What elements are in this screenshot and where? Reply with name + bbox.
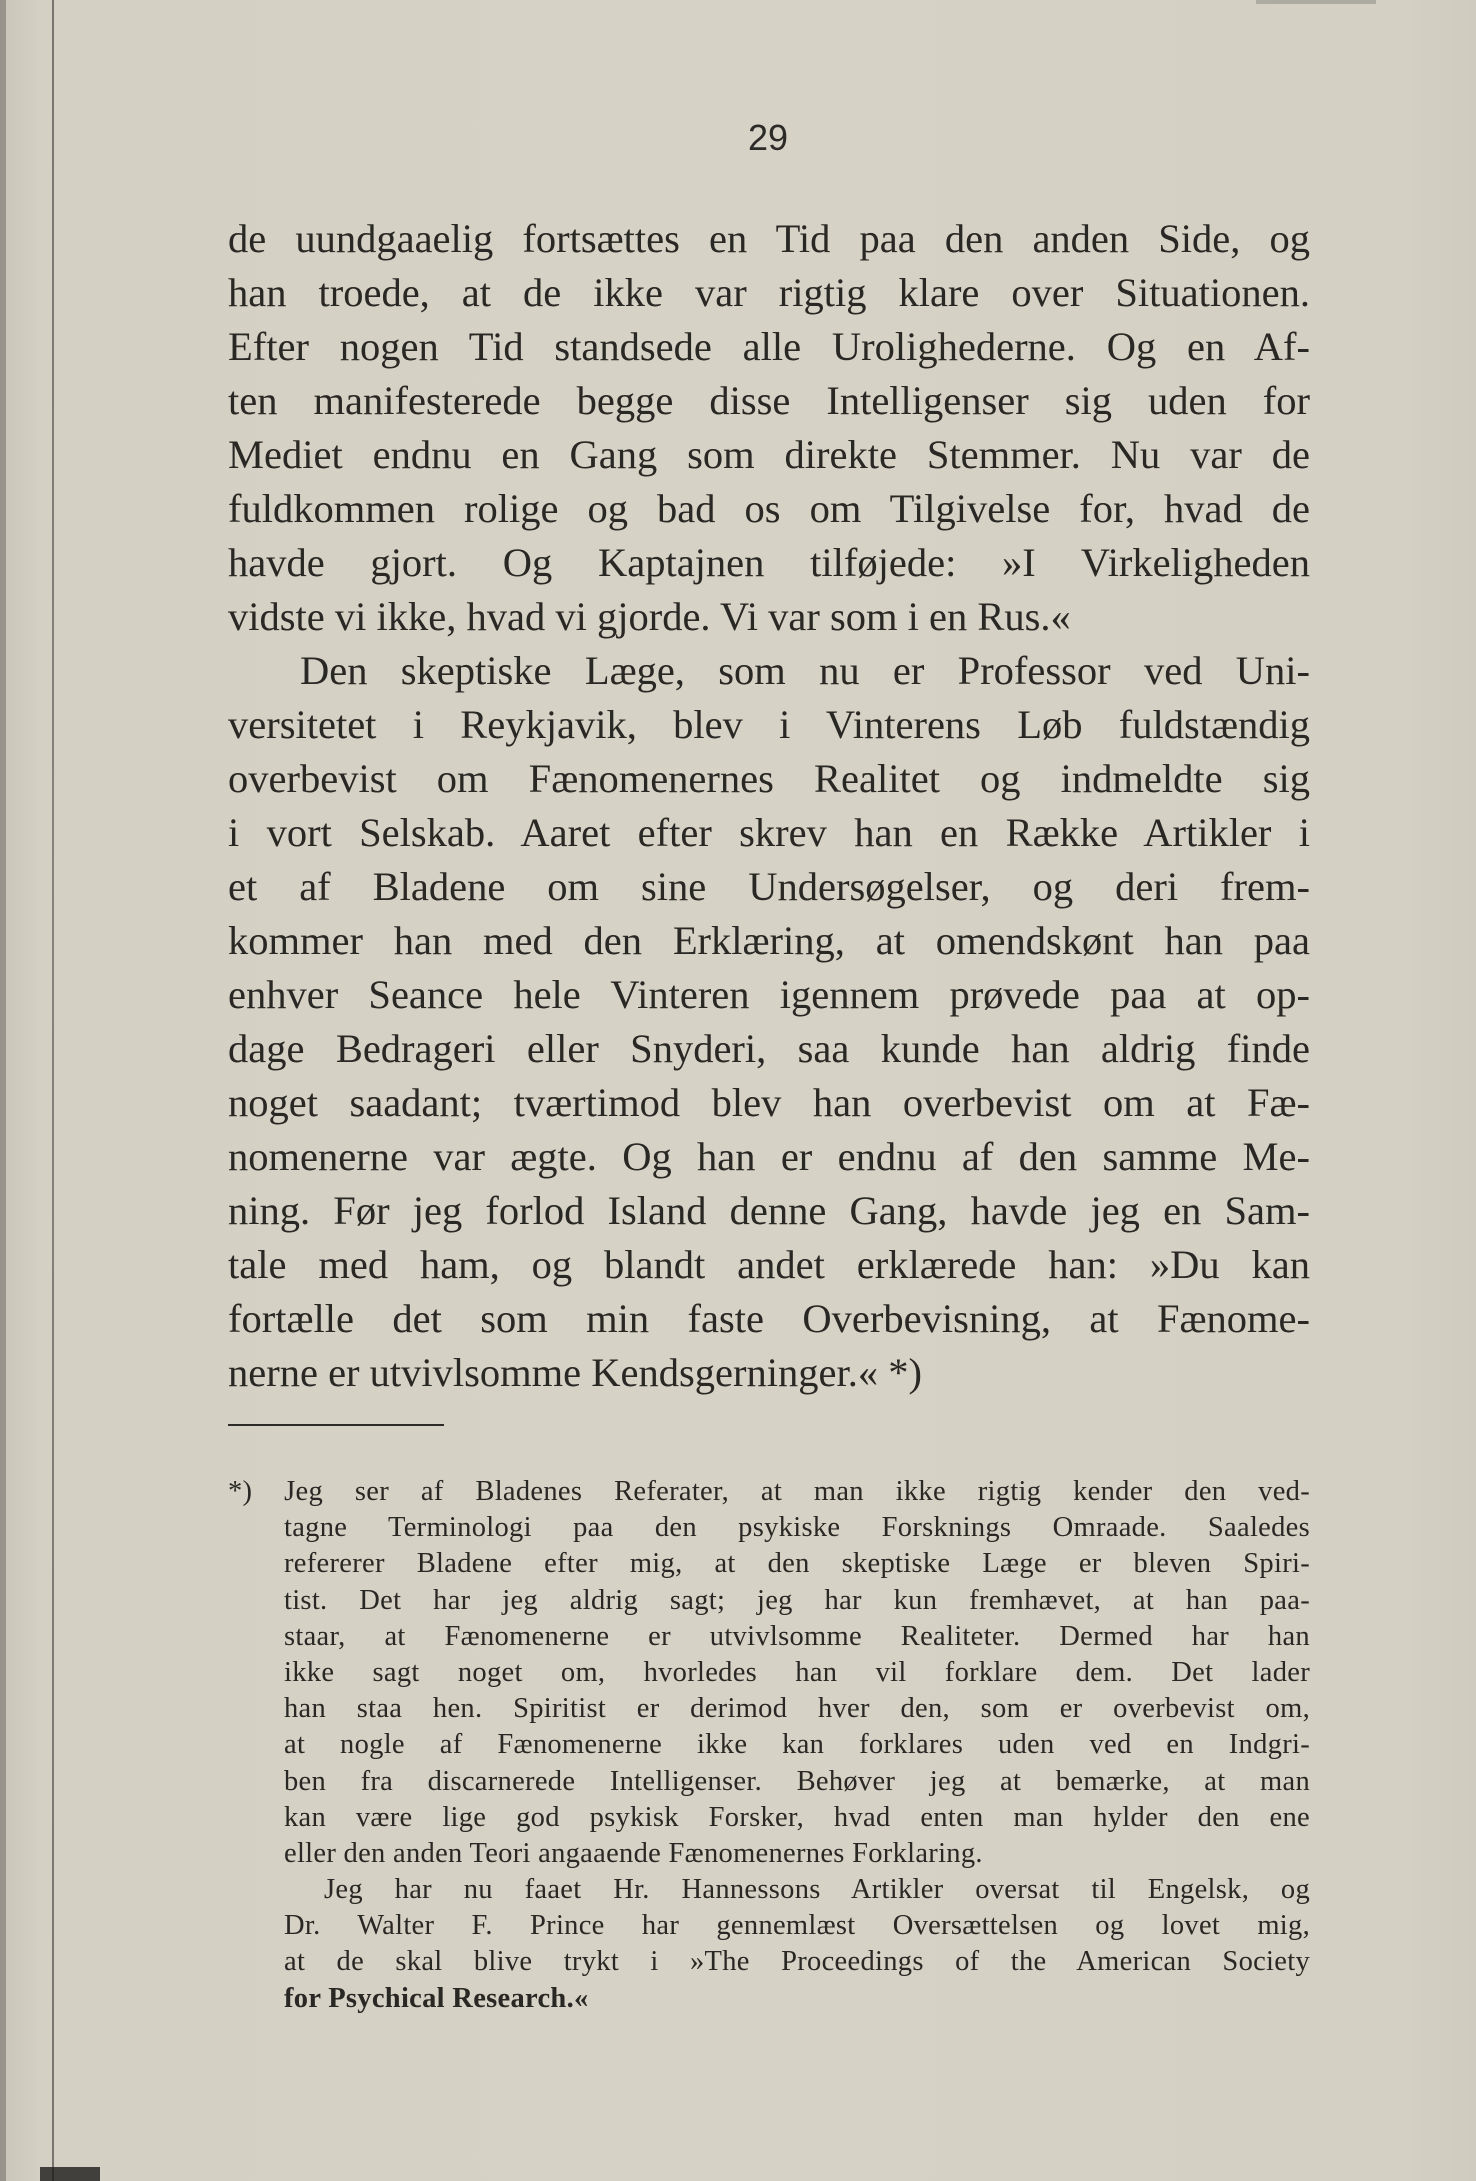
footnote-line: refererer Bladene efter mig, at den skeptiske Læge er bleven Spiri- <box>284 1548 1310 1580</box>
scan-corner-mark <box>40 2167 100 2181</box>
footnote-line: at de skal blive trykt i »The Proceedings of the American Society <box>284 1946 1310 1978</box>
body-line: i vort Selskab. Aaret efter skrev han en Række Artikler i <box>228 810 1310 855</box>
body-line: havde gjort. Og Kaptajnen tilføjede: »I Virkeligheden <box>228 540 1310 585</box>
body-line: nomenerne var ægte. Og han er endnu af den samme Me- <box>228 1134 1310 1179</box>
footnote-line: staar, at Fænomenerne er utvivlsomme Realiteter. Dermed har han <box>284 1620 1310 1652</box>
body-line: et af Bladene om sine Undersøgelser, og deri frem- <box>228 864 1310 909</box>
body-line: nerne er utvivlsomme Kendsgerninger.« *) <box>228 1350 922 1395</box>
body-line: de uundgaaelig fortsættes en Tid paa den anden Side, og <box>228 216 1310 261</box>
footnote-paragraph-first-line: Jeg har nu faaet Hr. Hannessons Artikler oversat til Engelsk, og <box>324 1874 1310 1906</box>
footnote-line: tagne Terminologi paa den psykiske Forsknings Omraade. Saaledes <box>284 1512 1310 1544</box>
body-line: noget saadant; tværtimod blev han overbevist om at Fæ- <box>228 1080 1310 1125</box>
body-line: enhver Seance hele Vinteren igennem prøvede paa at op- <box>228 972 1310 1017</box>
body-line: overbevist om Fænomenernes Realitet og indmeldte sig <box>228 756 1310 801</box>
body-line: tale med ham, og blandt andet erklærede han: »Du kan <box>228 1242 1310 1287</box>
body-line: ning. Før jeg forlod Island denne Gang, havde jeg en Sam- <box>228 1188 1310 1233</box>
page-number: 29 <box>747 117 789 158</box>
paragraph-first-line: Den skeptiske Læge, som nu er Professor ved Uni- <box>300 648 1310 693</box>
body-line: fuldkommen rolige og bad os om Tilgivelse for, hvad de <box>228 486 1310 531</box>
footnote-line: Dr. Walter F. Prince har gennemlæst Oversættelsen og lovet mig, <box>284 1910 1310 1942</box>
body-text <box>228 212 1310 1400</box>
body-line: kommer han med den Erklæring, at omendskønt han paa <box>228 918 1310 963</box>
body-line: dage Bedrageri eller Snyderi, saa kunde han aldrig finde <box>228 1026 1310 1071</box>
footnote-line: at nogle af Fænomenerne ikke kan forklares uden ved en Indgri- <box>284 1729 1310 1761</box>
page-gutter-shadow <box>0 0 6 2181</box>
body-line: vidste vi ikke, hvad vi gjorde. Vi var som i en Rus.« <box>228 594 1071 639</box>
footnote-line: han staa hen. Spiritist er derimod hver den, som er overbevist om, <box>284 1693 1310 1725</box>
binding-edge-line <box>52 0 54 2181</box>
body-line: Mediet endnu en Gang som direkte Stemmer. Nu var de <box>228 432 1310 477</box>
footnote-line: tist. Det har jeg aldrig sagt; jeg har kun fremhævet, at han paa- <box>284 1584 1310 1616</box>
footnote-line: ben fra discarnerede Intelligenser. Behøver jeg at bemærke, at man <box>284 1765 1310 1797</box>
footnote-line: for Psychical Research.« <box>284 1982 589 2014</box>
body-line: versitetet i Reykjavik, blev i Vinterens Løb fuldstændig <box>228 702 1310 747</box>
footnote-line: ikke sagt noget om, hvorledes han vil forklare dem. Det lader <box>284 1656 1310 1688</box>
footnote-line: eller den anden Teori angaaende Fænomenernes Forklaring. <box>284 1837 983 1869</box>
footnote-line: kan være lige god psykisk Forsker, hvad enten man hylder den ene <box>284 1801 1310 1833</box>
scan-edge-mark <box>1256 0 1376 4</box>
body-line: Efter nogen Tid standsede alle Urolighederne. Og en Af- <box>228 324 1310 369</box>
footnote-line: *) Jeg ser af Bladenes Referater, at man ikke rigtig kender den ved- <box>228 1476 1310 1507</box>
footnote-separator <box>228 1424 444 1426</box>
body-line: ten manifesterede begge disse Intelligenser sig uden for <box>228 378 1310 423</box>
body-line: han troede, at de ikke var rigtig klare over Situationen. <box>228 270 1310 315</box>
footnote <box>228 1474 1310 2017</box>
body-line: fortælle det som min faste Overbevisning, at Fænome- <box>228 1296 1310 1341</box>
